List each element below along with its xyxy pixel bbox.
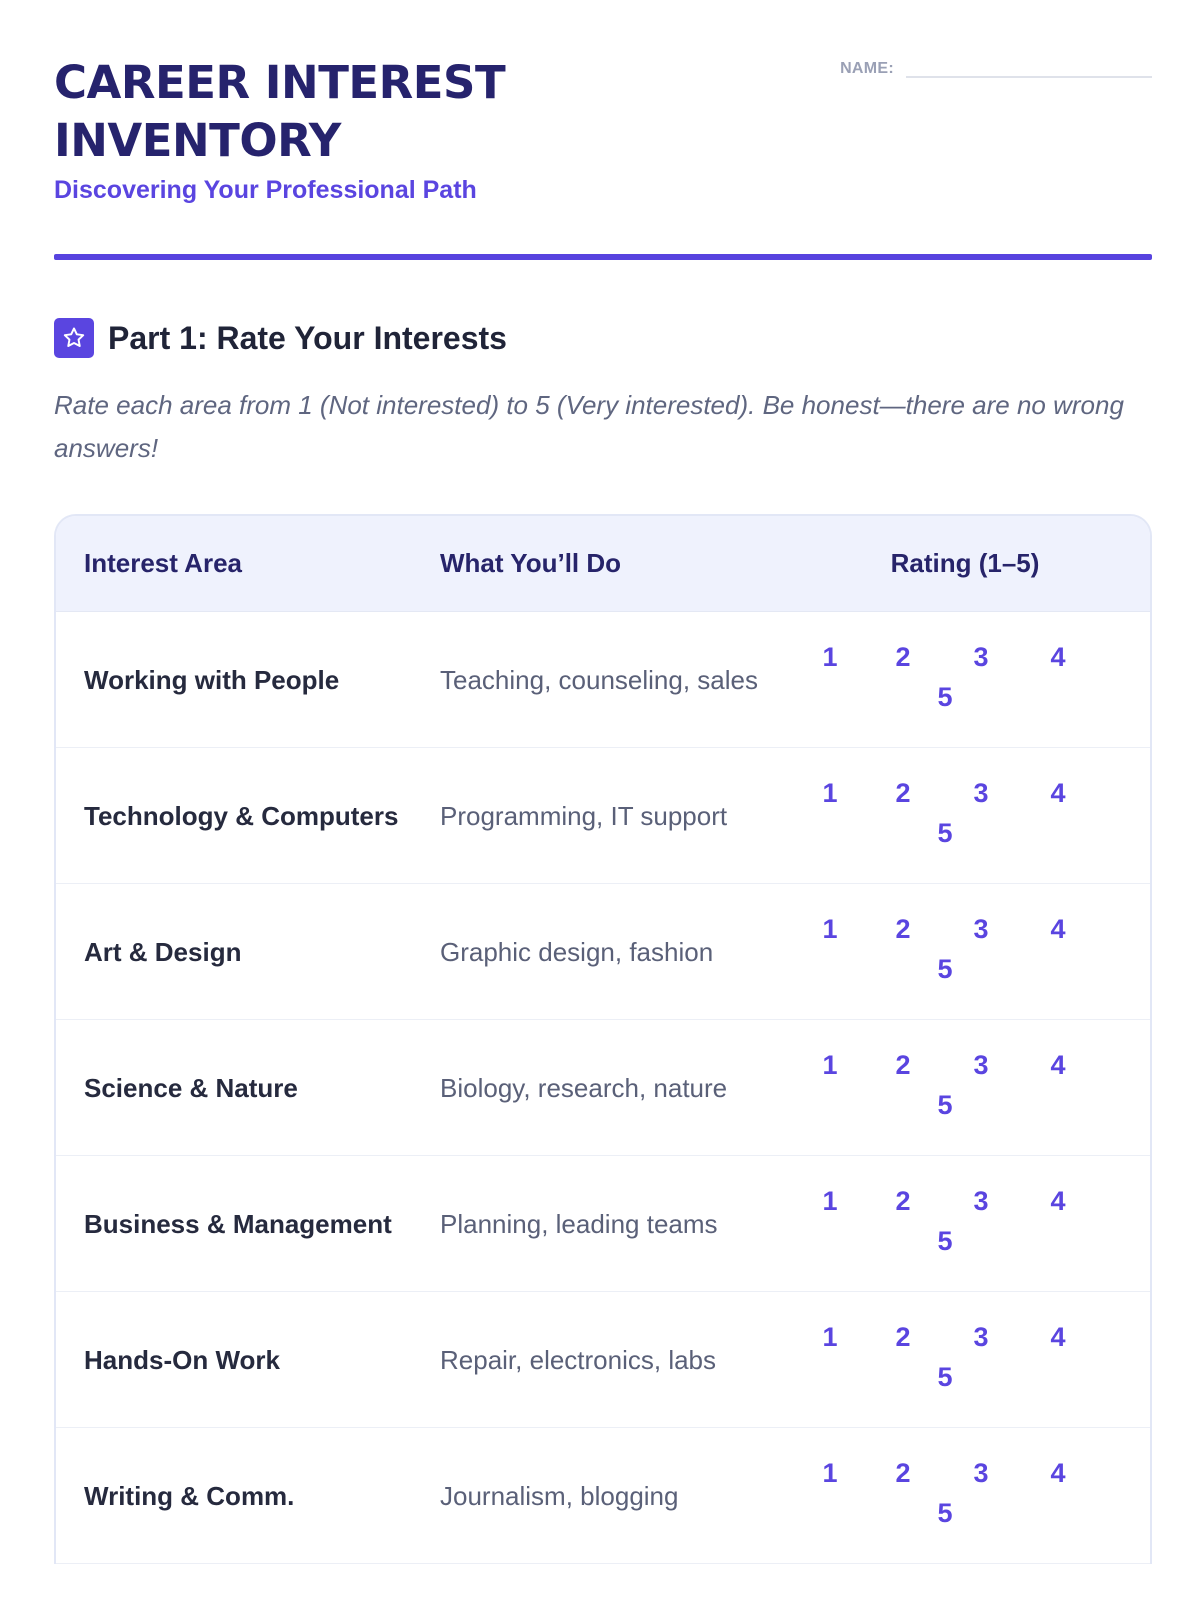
table-row (56, 612, 1150, 748)
interest-area-cell: Business & Management (84, 1208, 392, 1239)
rating-option-1[interactable]: 1 (822, 1458, 838, 1488)
header-divider (54, 254, 1152, 260)
interest-area-cell: Science & Nature (84, 1072, 298, 1103)
rating-cell (800, 1156, 1150, 1291)
interest-area-cell: Hands-On Work (84, 1344, 280, 1375)
interest-table (54, 514, 1152, 1564)
header-interest-area: Interest Area (84, 548, 242, 578)
rating-option-5[interactable]: 5 (937, 1362, 953, 1392)
activity-cell: Biology, research, nature (440, 1072, 728, 1103)
rating-option-3[interactable]: 3 (973, 1322, 989, 1352)
section-title: Part 1: Rate Your Interests (108, 319, 507, 356)
rating-option-3[interactable]: 3 (973, 1186, 989, 1216)
rating-option-3[interactable]: 3 (973, 778, 989, 808)
rating-option-4[interactable]: 4 (1050, 1458, 1066, 1488)
rating-option-3[interactable]: 3 (973, 1050, 989, 1080)
rating-option-2[interactable]: 2 (895, 1050, 911, 1080)
rating-option-3[interactable]: 3 (973, 914, 989, 944)
interest-area-cell: Writing & Comm. (84, 1480, 295, 1511)
rating-option-1[interactable]: 1 (822, 1050, 838, 1080)
rating-cell (800, 1020, 1150, 1155)
interest-area-cell: Working with People (84, 664, 340, 695)
rating-cell (800, 1292, 1150, 1427)
rating-option-3[interactable]: 3 (973, 1458, 989, 1488)
instructions-text: Rate each area from 1 (Not interested) to 5 (Very interested). Be honest—there are no wrong answers! (54, 390, 1124, 463)
page-subtitle: Discovering Your Professional Path (54, 176, 477, 204)
rating-option-4[interactable]: 4 (1050, 642, 1066, 672)
name-field[interactable] (840, 58, 1152, 78)
table-body (56, 612, 1150, 1564)
table-row (56, 748, 1150, 884)
rating-cell (800, 612, 1150, 747)
rating-option-5[interactable]: 5 (937, 682, 953, 712)
table-row (56, 1292, 1150, 1428)
header-rating: Rating (1–5) (890, 548, 1040, 578)
rating-option-2[interactable]: 2 (895, 642, 911, 672)
table-row (56, 1428, 1150, 1564)
name-input-line[interactable] (906, 58, 1152, 78)
rating-option-5[interactable]: 5 (937, 1090, 953, 1120)
rating-option-4[interactable]: 4 (1050, 778, 1066, 808)
activity-cell: Journalism, blogging (440, 1480, 679, 1511)
activity-cell: Repair, electronics, labs (440, 1344, 717, 1375)
table-row (56, 1020, 1150, 1156)
rating-option-2[interactable]: 2 (895, 1186, 911, 1216)
rating-option-4[interactable]: 4 (1050, 1186, 1066, 1216)
rating-option-1[interactable]: 1 (822, 778, 838, 808)
rating-option-2[interactable]: 2 (895, 778, 911, 808)
activity-cell: Planning, leading teams (440, 1208, 718, 1239)
rating-cell (800, 884, 1150, 1019)
rating-option-1[interactable]: 1 (822, 914, 838, 944)
header-what-youll-do: What You’ll Do (440, 548, 622, 578)
worksheet-header (54, 0, 1152, 258)
rating-option-1[interactable]: 1 (822, 1322, 838, 1352)
rating-option-3[interactable]: 3 (973, 642, 989, 672)
rating-option-4[interactable]: 4 (1050, 1050, 1066, 1080)
interest-area-cell: Art & Design (84, 936, 242, 967)
rating-option-2[interactable]: 2 (895, 914, 911, 944)
activity-cell: Programming, IT support (440, 800, 728, 831)
rating-cell (800, 748, 1150, 883)
activity-cell: Teaching, counseling, sales (440, 664, 758, 695)
table-row (56, 1156, 1150, 1292)
rating-option-2[interactable]: 2 (895, 1458, 911, 1488)
rating-option-5[interactable]: 5 (937, 1226, 953, 1256)
name-label: NAME: (840, 60, 894, 77)
rating-option-2[interactable]: 2 (895, 1322, 911, 1352)
rating-option-5[interactable]: 5 (937, 1498, 953, 1528)
table-row (56, 884, 1150, 1020)
rating-option-1[interactable]: 1 (822, 1186, 838, 1216)
rating-option-4[interactable]: 4 (1050, 914, 1066, 944)
rating-option-4[interactable]: 4 (1050, 1322, 1066, 1352)
page-title: CAREER INTEREST INVENTORY (54, 56, 506, 167)
table-header (56, 516, 1150, 612)
activity-cell: Graphic design, fashion (440, 936, 714, 967)
rating-option-5[interactable]: 5 (937, 954, 953, 984)
rating-cell (800, 1428, 1150, 1563)
rating-option-5[interactable]: 5 (937, 818, 953, 848)
interest-area-cell: Technology & Computers (84, 800, 399, 831)
star-icon (54, 318, 94, 358)
section-header (54, 318, 1152, 358)
rating-option-1[interactable]: 1 (822, 642, 838, 672)
